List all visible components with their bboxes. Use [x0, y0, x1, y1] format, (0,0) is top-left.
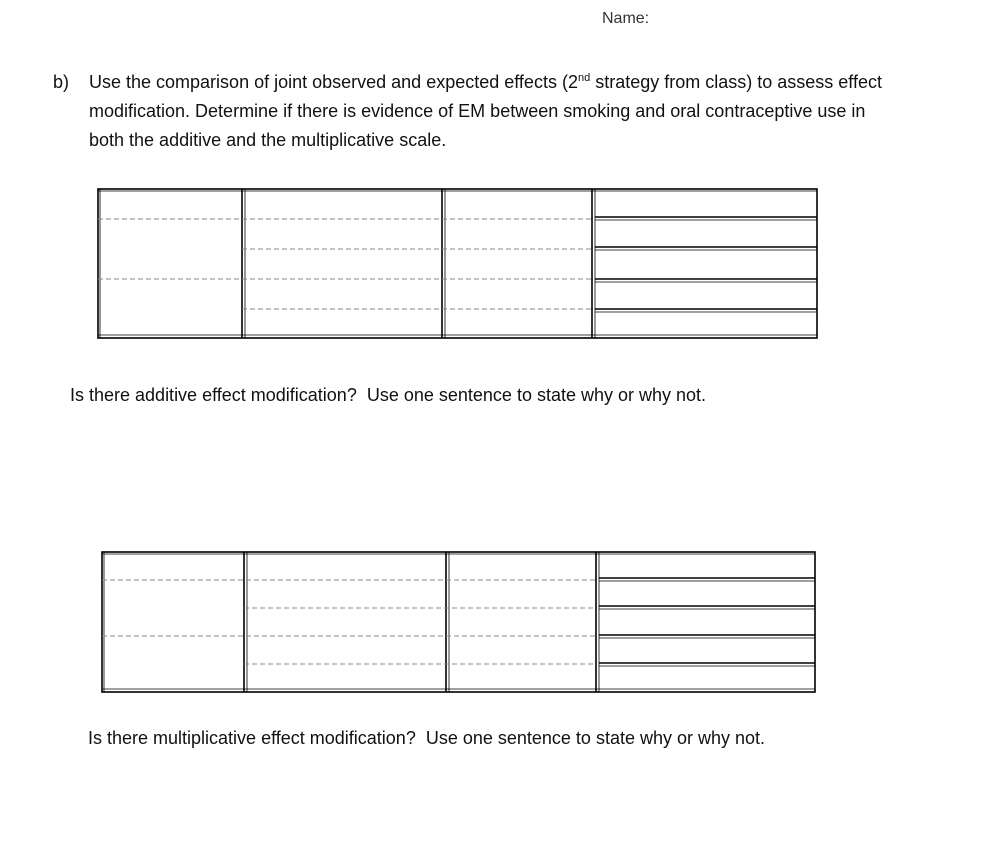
additive-instruction: Use one sentence to state why or why not. — [366, 385, 707, 405]
multiplicative-answer-table[interactable] — [101, 551, 817, 694]
question-text-part-1: Use the comparison of joint observed and expected effects (2 — [89, 72, 578, 92]
question-text-part-2: strategy from class) to assess effect modification. Determine if there is evidence of EM between smoking and oral contraceptive use in both the additive and the multiplicative scale. — [89, 72, 882, 150]
additive-prompt — [70, 385, 706, 406]
multiplicative-question: Is there multiplicative effect modification? — [88, 728, 416, 748]
multiplicative-prompt — [88, 728, 765, 749]
additive-table-grid — [97, 188, 819, 340]
question-label: b) — [53, 72, 70, 92]
question-superscript: nd — [577, 72, 591, 84]
question-b — [53, 68, 883, 155]
additive-question: Is there additive effect modification? — [70, 385, 357, 405]
multiplicative-table-grid — [101, 551, 817, 694]
question-text — [89, 68, 883, 155]
multiplicative-instruction: Use one sentence to state why or why not. — [425, 728, 766, 748]
name-label: Name: — [602, 10, 650, 27]
additive-answer-table[interactable] — [97, 188, 819, 340]
